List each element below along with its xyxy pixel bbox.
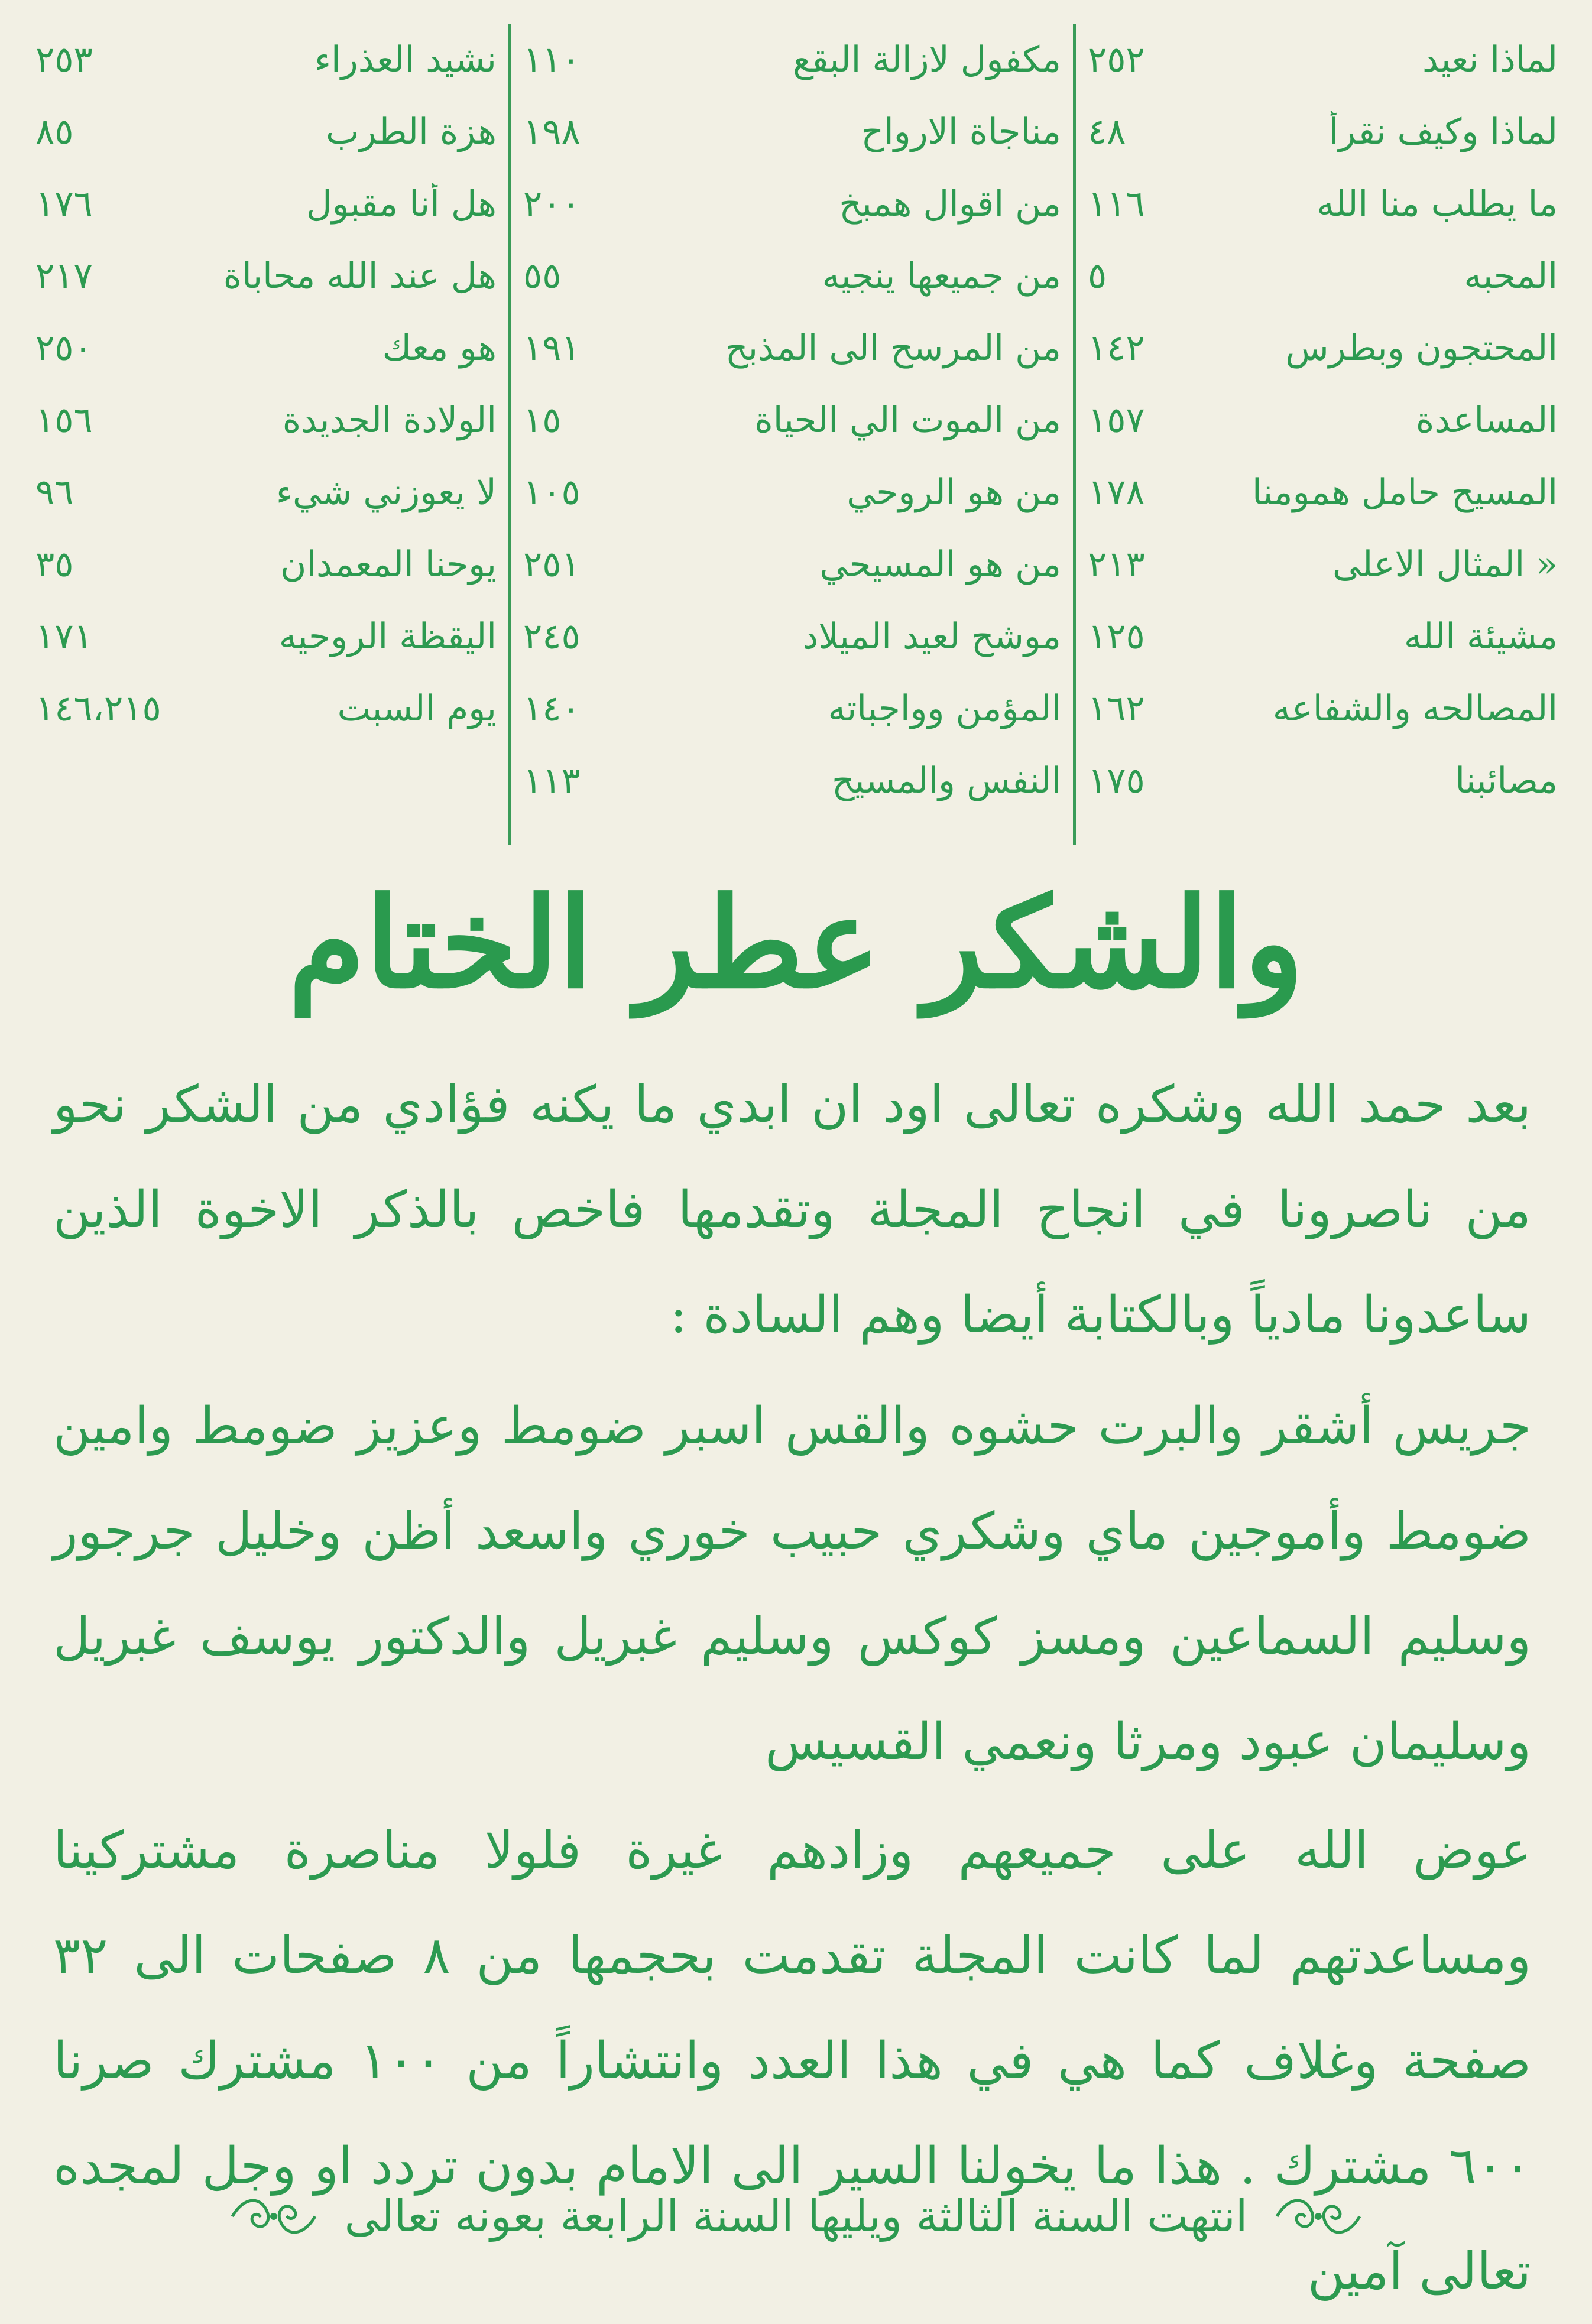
index-entry-title: من المرسح الى المذبح <box>725 327 1061 369</box>
index-entry-page: ١٥ <box>523 400 562 441</box>
index-entry <box>1076 24 1570 96</box>
index-entry <box>511 384 1073 456</box>
index-entry <box>24 673 508 745</box>
index-entry <box>511 240 1073 312</box>
index-entry-page: ٢٥٢ <box>1088 39 1145 80</box>
index-entry-title: هو معك <box>382 327 497 369</box>
index-entry-title: مكفول لازالة البقع <box>792 39 1061 80</box>
index-column-1-list <box>1076 24 1570 801</box>
closing-text: انتهت السنة الثالثة ويليها السنة الرابعة بعونه تعالى <box>344 2191 1248 2242</box>
index-entry-page: ١٤٦،٢١٥ <box>35 688 161 729</box>
index-entry-page: ١٢٥ <box>1088 616 1145 657</box>
index-entry <box>511 312 1073 384</box>
index-entry <box>511 528 1073 601</box>
index-entry <box>24 168 508 240</box>
index-entry-page: ٢١٧ <box>35 255 93 297</box>
index-entry-title: مناجاة الارواح <box>861 111 1061 152</box>
index-entry <box>24 456 508 528</box>
index-entry-page: ١٦٢ <box>1088 688 1145 729</box>
index-entry <box>24 528 508 601</box>
index-entry-page: ٩٦ <box>35 472 74 513</box>
index-entry-page: ١٠٥ <box>523 472 581 513</box>
index-entry <box>511 745 1073 817</box>
closing-line <box>0 2181 1592 2252</box>
index-entry-page: ١٤٠ <box>523 688 581 729</box>
index-entry-title: هل عند الله محاباة <box>223 255 497 297</box>
index-entry-page: ٢١٣ <box>1088 544 1145 585</box>
index-entry-page: ٢٠٠ <box>523 183 581 225</box>
index-entry-page: ١١٠ <box>523 39 581 80</box>
paragraph-intro: بعد حمد الله وشكره تعالى اود ان ابدي ما يكنه فؤادي من الشكر نحو من ناصرونا في انجاح المجلة وتقدمها فاخص بالذكر الاخوة الذين ساعدونا مادياً وبالكتابة أيضا وهم السادة : <box>53 1075 1531 1345</box>
index-entry-page: ٢٥٠ <box>35 327 93 369</box>
index-entry <box>511 96 1073 168</box>
index-entry-title: من اقوال همبخ <box>839 183 1061 225</box>
index-entry-title: يوحنا المعمدان <box>280 544 497 585</box>
index-entry-page: ١٩٨ <box>523 111 581 152</box>
index-entry-page: ٢٤٥ <box>523 616 581 657</box>
index-entry <box>511 601 1073 673</box>
index-entry <box>511 456 1073 528</box>
index-column-2-list <box>511 24 1073 817</box>
index-entry-page: ١١٣ <box>523 760 581 801</box>
index-entry-page: ٢٥١ <box>523 544 581 585</box>
paragraph-thanks: عوض الله على جميعهم وزادهم غيرة فلولا مناصرة مشتركينا ومساعدتهم لما كانت المجلة تقدمت بحجمها من ٨ صفحات الى ٣٢ صفحة وغلاف كما هي في هذا العدد وانتشاراً من ١٠٠ مشترك صرنا ٦٠٠ مشترك . هذا ما يخولنا السير الى الامام بدون تردد او وجل لمجده تعالى آمين <box>53 1821 1532 2301</box>
index-entry-page: ١٩١ <box>523 327 581 369</box>
index-entry-page: ١٧٦ <box>35 183 93 225</box>
index-entry <box>1076 312 1570 384</box>
index-entry <box>511 673 1073 745</box>
index-entry <box>1076 96 1570 168</box>
index-entry <box>1076 673 1570 745</box>
index-column-1 <box>1076 24 1570 845</box>
index-entry-title: من جميعها ينجيه <box>822 255 1061 297</box>
index-table <box>24 24 1570 845</box>
index-entry <box>511 24 1073 96</box>
index-entry-page: ٥٥ <box>523 255 562 297</box>
index-entry-page: ١١٦ <box>1088 183 1145 225</box>
index-entry-title: مشيئة الله <box>1403 616 1558 657</box>
index-entry-title: المساعدة <box>1415 400 1558 441</box>
index-entry-page: ٥ <box>1088 255 1107 297</box>
index-entry <box>24 312 508 384</box>
index-entry-title: نشيد العذراء <box>314 39 497 80</box>
index-entry-page: ١٧٨ <box>1088 472 1145 513</box>
index-entry-title: لماذا نعيد <box>1422 39 1558 80</box>
index-entry-title: اليقظة الروحيه <box>278 616 497 657</box>
index-entry <box>1076 168 1570 240</box>
index-entry <box>24 96 508 168</box>
index-entry-page: ١٤٢ <box>1088 327 1145 369</box>
index-entry-title: المحبه <box>1464 255 1558 297</box>
body-text <box>53 1052 1531 2324</box>
index-entry-title: المسيح حامل همومنا <box>1252 472 1558 513</box>
index-entry-title: لماذا وكيف نقرأ <box>1328 111 1558 152</box>
ornament-left-icon <box>226 2190 321 2243</box>
index-column-2 <box>511 24 1076 845</box>
index-entry-title: النفس والمسيح <box>832 760 1061 801</box>
index-entry-page: ٢٥٣ <box>35 39 93 80</box>
index-entry <box>1076 456 1570 528</box>
index-entry-page: ١٧٥ <box>1088 760 1145 801</box>
index-entry-title: من الموت الي الحياة <box>754 400 1061 441</box>
index-entry-title: مصائبنا <box>1455 760 1558 801</box>
index-entry <box>1076 601 1570 673</box>
index-column-3 <box>24 24 511 845</box>
index-entry <box>1076 240 1570 312</box>
index-entry <box>24 601 508 673</box>
index-entry-title: الولادة الجديدة <box>282 400 497 441</box>
index-entry-title: يوم السبت <box>337 688 497 729</box>
index-column-3-list <box>24 24 508 745</box>
index-entry-title: لا يعوزني شيء <box>275 472 497 513</box>
index-entry <box>1076 384 1570 456</box>
paragraph-names: جريس أشقر والبرت حشوه والقس اسبر ضومط وعزيز ضومط وامين ضومط وأموجين ماي وشكري حبيب خوري واسعد أظن وخليل جرجور وسليم السماعين ومسز كوكس وسليم غبريل والدكتور يوسف غبريل وسليمان عبود ومرثا ونعمي القسيس <box>53 1397 1531 1771</box>
index-entry-title: هزة الطرب <box>325 111 497 152</box>
index-entry <box>24 240 508 312</box>
index-entry-title: المصالحه والشفاعه <box>1272 688 1558 729</box>
index-entry-title: ما يطلب منا الله <box>1317 183 1558 225</box>
index-entry <box>24 24 508 96</box>
index-entry-title: هل أنا مقبول <box>306 183 497 225</box>
page-title: والشكر عطر الختام <box>288 870 1304 1016</box>
index-entry-title: من هو الروحي <box>847 472 1061 513</box>
index-entry-page: ٨٥ <box>35 111 74 152</box>
index-entry-page: ١٧١ <box>35 616 93 657</box>
index-entry-page: ٤٨ <box>1088 111 1126 152</box>
index-entry-page: ١٥٦ <box>35 400 93 441</box>
index-entry-page: ١٥٧ <box>1088 400 1145 441</box>
index-entry-title: من هو المسيحي <box>819 544 1061 585</box>
index-entry <box>1076 745 1570 817</box>
index-entry <box>1076 528 1570 601</box>
index-entry <box>511 168 1073 240</box>
index-entry <box>24 384 508 456</box>
ornament-right-icon <box>1271 2190 1366 2243</box>
index-entry-title: المؤمن وواجباته <box>828 688 1061 729</box>
index-entry-title: « المثال الاعلى <box>1332 544 1558 585</box>
index-entry-title: المحتجون وبطرس <box>1285 327 1558 369</box>
index-entry-title: موشح لعيد الميلاد <box>802 616 1061 657</box>
index-entry-page: ٣٥ <box>35 544 74 585</box>
